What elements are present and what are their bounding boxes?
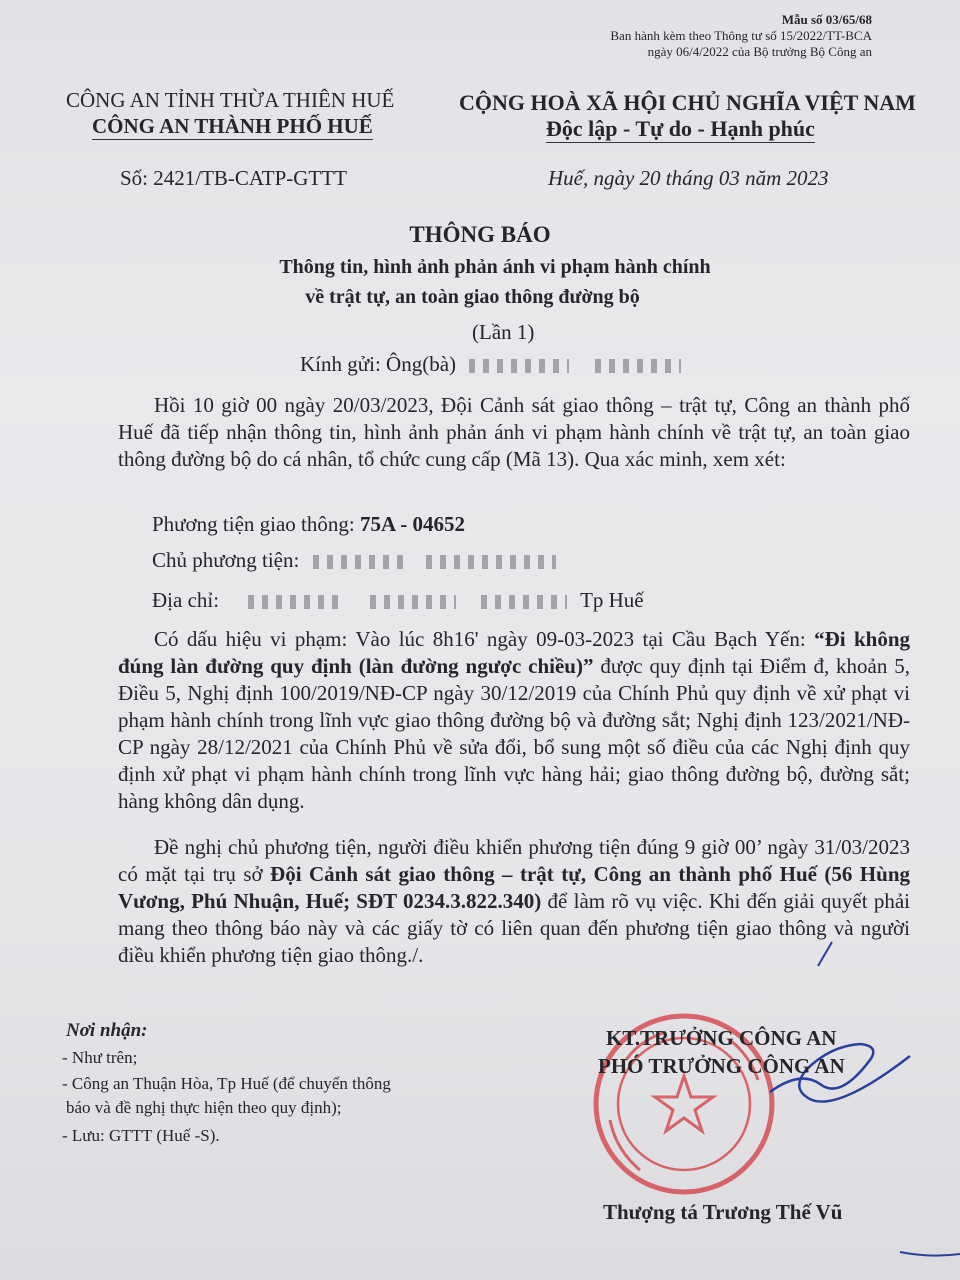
vehicle-plate: 75A - 04652	[359, 512, 465, 536]
form-issued-date-line: ngày 06/4/2022 của Bộ trưởng Bộ Công an	[647, 44, 872, 59]
document-subtitle-1: Thông tin, hình ảnh phản ánh vi phạm hành chính	[279, 256, 711, 278]
receiver-item: - Như trên;	[62, 1048, 138, 1067]
paragraph-violation: Có dấu hiệu vi phạm: Vào lúc 8h16' ngày 09-03-2023 tại Cầu Bạch Yến: “Đi không đúng làn đường quy định (làn đường ngược chiều)” được quy định tại Điểm đ, khoản 5, Điều 5, Nghị định 100/2019/NĐ-CP ngày 30/12/2019 của Chính Phủ quy định về xử phạt vi phạm hành chính trong lĩnh vực giao thông đường bộ và đường sắt; Nghị định 123/2021/NĐ-CP ngày 28/12/2021 của Chính Phủ về sửa đổi, bổ sung một số điều của các Nghị định quy định xử phạt vi phạm hành chính trong lĩnh vực hàng hải; giao thông đường bộ, đường sắt; hàng không dân dụng.	[118, 627, 911, 813]
nation-name: CỘNG HOÀ XÃ HỘI CHỦ NGHĨA VIỆT NAM	[459, 90, 916, 115]
document-title: THÔNG BÁO	[409, 222, 551, 247]
signature-title-1: KT.TRƯỞNG CÔNG AN	[606, 1026, 837, 1050]
form-code: Mẫu số 03/65/68	[781, 12, 872, 27]
document-date: Huế, ngày 20 tháng 03 năm 2023	[548, 166, 829, 190]
document-number: Số: 2421/TB-CATP-GTTT	[120, 166, 347, 190]
paragraph-request: Đề nghị chủ phương tiện, người điều khiển phương tiện đúng 9 giờ 00’ ngày 31/03/2023 có mặt tại trụ sở Đội Cảnh sát giao thông – trật tự, Công an thành phố Huế (56 Hùng Vương, Phú Nhuận, Huế; SĐT 0234.3.822.340) để làm rõ vụ việc. Khi đến giải quyết phải mang theo thông báo này và các giấy tờ có liên quan đến phương tiện giao thông và người điều khiển phương tiện giao thông./.	[118, 835, 910, 967]
receiver-item: - Lưu: GTTT (Huế -S).	[62, 1126, 220, 1145]
signer-name: Thượng tá Trương Thế Vũ	[603, 1200, 843, 1224]
pen-mark-icon	[900, 1252, 960, 1256]
address-city: Tp Huế	[580, 588, 644, 612]
receiver-item: báo và đề nghị thực hiện theo quy định);	[66, 1098, 342, 1117]
paragraph-intro: Hồi 10 giờ 00 ngày 20/03/2023, Đội Cảnh sát giao thông – trật tự, Công an thành phố Huế đã tiếp nhận thông tin, hình ảnh phản ánh vi phạm hành chính về trật tự, an toàn giao thông đường bộ do cá nhân, tổ chức cung cấp (Mã 13). Qua xác minh, xem xét:	[118, 393, 910, 471]
address-label: Địa chỉ:	[152, 588, 220, 612]
issuing-agency: CÔNG AN THÀNH PHỐ HUẾ	[92, 114, 373, 138]
owner-label: Chủ phương tiện:	[152, 548, 300, 572]
notice-round: (Lần 1)	[472, 320, 535, 344]
nation-motto: Độc lập - Tự do - Hạnh phúc	[546, 116, 815, 141]
vehicle-label: Phương tiện giao thông:	[152, 512, 360, 536]
document-subtitle-2: về trật tự, an toàn giao thông đường bộ	[305, 286, 640, 308]
parent-agency: CÔNG AN TỈNH THỪA THIÊN HUẾ	[66, 88, 395, 112]
check-mark-icon	[818, 942, 832, 966]
receivers-title: Nơi nhận:	[66, 1020, 148, 1041]
signature-title-2: PHÓ TRƯỞNG CÔNG AN	[598, 1054, 845, 1078]
recipient-label: Kính gửi: Ông(bà)	[300, 352, 457, 376]
receiver-item: - Công an Thuận Hòa, Tp Huế (để chuyển thông	[62, 1074, 391, 1093]
form-issued-line: Ban hành kèm theo Thông tư số 15/2022/TT-BCA	[610, 28, 872, 43]
